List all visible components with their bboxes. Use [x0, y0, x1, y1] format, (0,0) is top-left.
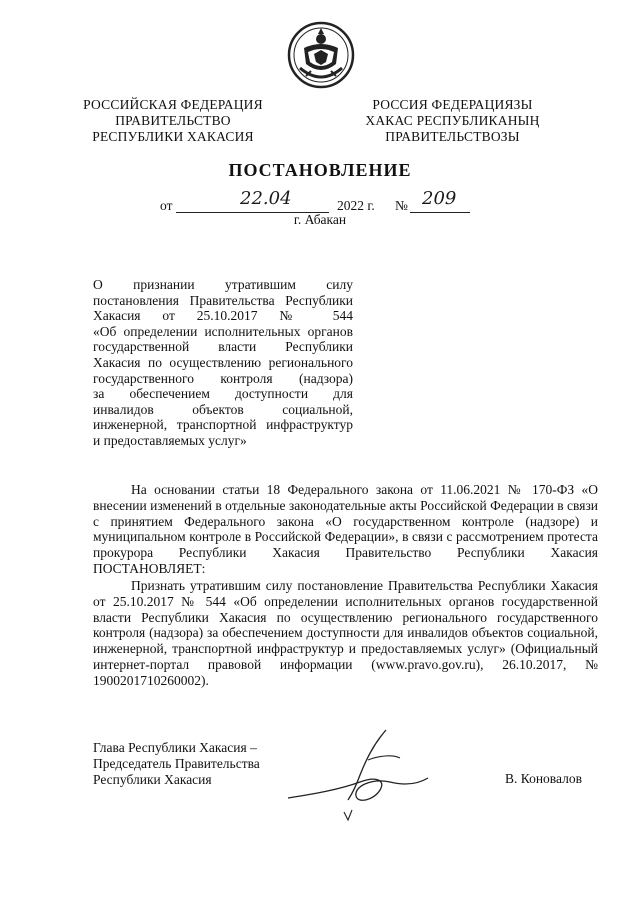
document-title: ПОСТАНОВЛЕНИЕ: [228, 160, 412, 180]
handwritten-signature: [268, 720, 448, 830]
subject-line: О признании утратившим силу: [93, 277, 353, 292]
signer-name: В. Коновалов: [505, 771, 582, 786]
header-right-line: ПРАВИТЕЛЬСТВОЗЫ: [385, 129, 520, 144]
subject-line: за обеспечением доступности для: [93, 386, 353, 402]
signature-title-line: Глава Республики Хакасия –: [93, 740, 257, 755]
subject-line: инвалидов объектов социальной,: [93, 401, 353, 417]
header-left: [78, 97, 268, 145]
number-handwritten: 209: [422, 188, 457, 209]
header-right: [365, 97, 540, 145]
subject-block: [93, 277, 353, 449]
signature-block: [93, 740, 260, 788]
city: г. Абакан: [293, 212, 347, 227]
signature-title-line: Председатель Правительства: [93, 756, 260, 771]
header-right-line: ХАКАС РЕСПУБЛИКАНЫҢ: [365, 113, 540, 128]
date-year: 2022 г.: [337, 198, 375, 213]
date-handwritten: 22.04: [240, 188, 292, 209]
coat-of-arms-icon: [284, 18, 358, 92]
header-left-line: РОССИЙСКАЯ ФЕДЕРАЦИЯ: [83, 97, 263, 112]
subject-line: и предоставляемых услуг»: [93, 432, 247, 448]
subject-line: Хакасия по осуществлению регионального: [93, 354, 353, 370]
subject-line: инженерной, транспортной инфраструктур: [93, 417, 353, 433]
subject-line: государственной власти Республики: [93, 339, 353, 355]
header-left-line: ПРАВИТЕЛЬСТВО: [115, 113, 231, 128]
subject-line: государственного контроля (надзора): [93, 370, 353, 386]
header-right-line: РОССИЯ ФЕДЕРАЦИЯЗЫ: [372, 97, 533, 112]
number-label: №: [395, 198, 408, 213]
header-left-line: РЕСПУБЛИКИ ХАКАСИЯ: [92, 129, 254, 144]
subject-line: постановления Правительства Республики: [93, 292, 353, 308]
paragraph-basis: На основании статьи 18 Федерального закона от 11.06.2021 № 170-ФЗ «О внесении изменений в отдельные законодательные акты Российской Федерации в связи с принятием Федерального закона «О государственном контроле (надзоре) и муниципальном контроле в Российской Федерации», в связи с рассмотрением протеста прокурора Республики Хакасия Правительство Республики Хакасия ПОСТАНОВЛЯЕТ:: [93, 482, 598, 576]
date-from-label: от: [160, 198, 173, 213]
paragraph-decision: Признать утратившим силу постановление Правительства Республики Хакасия от 25.10.2017 № 544 «Об определении исполнительных органов государственной власти Республики Хакасия по осуществлению регионального государственного контроля (надзора) за обеспечением доступности для инвалидов объектов социальной, инженерной, транспортной инфраструктур и предоставляемых услуг» (Официальный интернет-портал правовой информации (www.pravo.gov.ru), 26.10.2017, № 1900201710260002).: [93, 578, 598, 688]
subject-line: Хакасия от 25.10.2017 № 544: [93, 308, 353, 324]
subject-line: «Об определении исполнительных органов: [93, 323, 353, 339]
signature-title-line: Республики Хакасия: [93, 772, 212, 787]
